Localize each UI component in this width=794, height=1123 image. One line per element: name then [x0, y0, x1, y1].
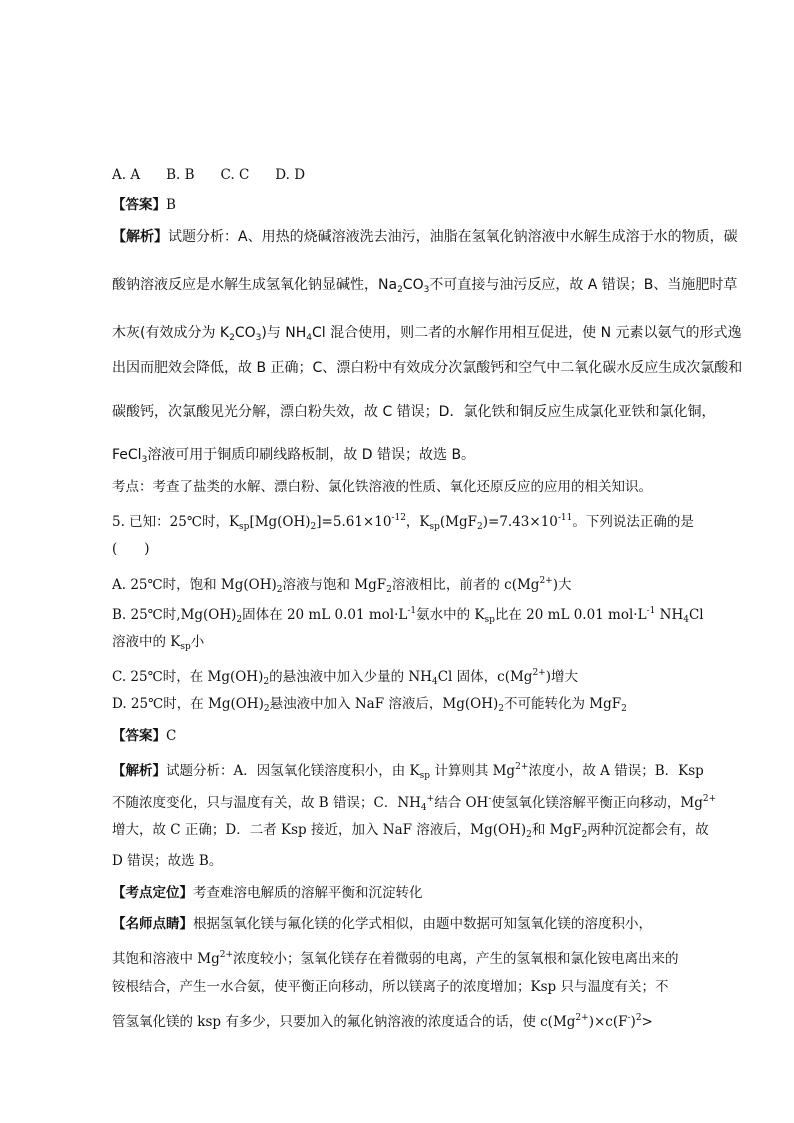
analysis-text: 酸钠溶液反应是水解生成氢氧化钠显碱性，Na — [112, 277, 398, 293]
subscript: 4 — [306, 333, 313, 343]
q5-analysis-line-3 — [112, 821, 709, 844]
option-text: Cl — [688, 607, 704, 623]
q4-option-c: C. C — [220, 167, 250, 183]
dianjing-tag: 【名师点睛】 — [112, 916, 193, 932]
option-text: B. 25℃时,Mg(OH) — [112, 607, 237, 623]
analysis-text: 增大，故 C 正确；D．二者 Ksp 接近，加入 NaF 溶液后，Mg(OH) — [112, 822, 527, 838]
q4-analysis-line-4 — [112, 359, 742, 377]
q4-analysis-line-5 — [112, 403, 715, 421]
stem-text: [Mg(OH) — [249, 514, 311, 530]
subscript: 2 — [229, 333, 235, 343]
q5-dianjing-line-4 — [112, 1009, 653, 1031]
option-text: 比在 20 mL 0.01 mol·L — [494, 607, 647, 623]
stem-text: ]=5.61×10 — [316, 514, 392, 530]
analysis-text: 结合 OH — [434, 795, 489, 811]
subscript: 4 — [420, 803, 427, 813]
superscript: - — [627, 1013, 631, 1023]
q5-option-b-cont — [112, 633, 204, 656]
q5-analysis-line-1 — [112, 758, 704, 785]
q4-answer — [112, 196, 176, 214]
stem-text: )=7.43×10 — [482, 514, 558, 530]
option-text: D. 25℃时，在 Mg(OH) — [112, 696, 264, 712]
option-text: 的悬浊液中加入少量的 NH — [269, 669, 432, 685]
answer-value: C — [166, 728, 177, 744]
stem-text: 5. 已知：25℃时，K — [112, 514, 240, 530]
dianjing-text: 管氢氧化镁的 ksp 有多少，只要加入的氟化钠溶液的浓度适合的话，使 c(Mg — [112, 1014, 576, 1030]
subscript: 2 — [236, 615, 243, 625]
option-text: Cl 固体，c(Mg — [437, 669, 533, 685]
superscript: -1 — [646, 606, 656, 616]
option-text: A. 25℃时，饱和 Mg(OH) — [112, 577, 277, 593]
subscript: 2 — [621, 704, 627, 714]
analysis-text: Cl 混合使用，则二者的水解作用相互促进，使 N 元素以氨气的形式逸 — [312, 325, 742, 341]
answer-tag: 【答案】 — [112, 197, 166, 213]
q5-dianjing-line-3: 铵根结合，产生一水合氨，使平衡正向移动，所以镁离子的浓度增加；Ksp 只与温度有关；不 — [112, 979, 669, 995]
q4-option-b: B. B — [166, 167, 195, 183]
q5-paren: ( ) — [112, 541, 150, 557]
q5-option-c — [112, 664, 578, 691]
subscript: 2 — [263, 704, 270, 714]
analysis-text: FeCl — [112, 447, 142, 463]
option-text: C. 25℃时，在 Mg(OH) — [112, 669, 264, 685]
dianjing-text: )×c(F — [588, 1014, 628, 1030]
analysis-text: 试题分析：A．因氢氧化镁溶度积小，由 K — [166, 763, 420, 779]
q5-option-a — [112, 572, 572, 599]
subscript: sp — [239, 522, 250, 532]
analysis-text: 计算则其 Mg — [430, 763, 516, 779]
option-text: )增大 — [545, 669, 578, 685]
q4-analysis-line-3 — [112, 324, 742, 347]
subscript: sp — [419, 771, 431, 781]
q5-option-d — [112, 695, 627, 718]
subscript: 2 — [477, 522, 483, 532]
analysis-tag: 【解析】 — [112, 763, 166, 779]
option-text: 小 — [190, 634, 205, 650]
subscript: 2 — [263, 677, 270, 687]
q4-analysis-line-6 — [112, 446, 475, 469]
option-text: 固体在 20 mL 0.01 mol·L — [242, 607, 408, 623]
superscript: 2 — [635, 1013, 642, 1023]
analysis-text: CO — [402, 277, 424, 293]
option-text: 溶液相比，前者的 c(Mg — [391, 577, 540, 593]
q5-option-b — [112, 602, 704, 629]
dianjing-text: 其饱和溶液中 Mg — [112, 951, 220, 967]
q4-option-a: A. A — [112, 167, 141, 183]
superscript: -11 — [557, 513, 573, 523]
dianjing-text: 浓度较小；氢氧化镁存在着微弱的电离，产生的氢氧根和氯化铵电离出来的 — [233, 951, 679, 967]
dianjing-text: ) — [630, 1014, 636, 1030]
subscript: 2 — [498, 704, 504, 714]
analysis-tag: 【解析】 — [112, 229, 168, 245]
q5-stem — [112, 509, 694, 536]
analysis-text: )与 NH — [261, 325, 307, 341]
subscript: 2 — [386, 585, 392, 595]
superscript: 2+ — [575, 1013, 589, 1023]
analysis-text: 溶液可用于铜质印刷线路板制，故 D 错误；故选 B。 — [147, 447, 476, 463]
superscript: 2+ — [219, 950, 234, 960]
subscript: 2 — [310, 522, 317, 532]
dianjing-text: 根据氢氧化镁与氟化镁的化学式相似，由题中数据可知氢氧化镁的溶度积小， — [193, 916, 652, 932]
subscript: sp — [484, 615, 495, 625]
analysis-text: 木灰(有效成分为 K — [112, 325, 230, 341]
subscript: 3 — [141, 455, 148, 465]
analysis-text: 浓度小，故 A 错误；B．Ksp — [528, 763, 704, 779]
option-text: 不可能转化为 MgF — [503, 696, 622, 712]
q5-dianjing-line-1 — [112, 915, 652, 933]
analysis-text: 和 MgF — [531, 822, 582, 838]
superscript: 2+ — [702, 794, 717, 804]
subscript: 2 — [276, 585, 283, 595]
option-text: 氨水中的 K — [416, 607, 485, 623]
q5-dianjing-line-2 — [112, 946, 679, 968]
subscript: sp — [180, 642, 191, 652]
analysis-text: 不可直接与油污反应，故 A 错误；B、当施肥时草 — [429, 277, 738, 293]
dianjing-text: > — [641, 1014, 653, 1030]
superscript: + — [426, 794, 435, 804]
subscript: 2 — [397, 285, 403, 295]
subscript: 4 — [431, 677, 438, 687]
kaodian-tag: 【考点定位】 — [112, 885, 193, 901]
answer-value: B — [166, 197, 176, 213]
q4-option-d: D. D — [275, 167, 306, 183]
superscript: -1 — [407, 606, 417, 616]
superscript: 2+ — [515, 762, 529, 772]
option-text: 溶液中的 K — [112, 634, 181, 650]
q4-kaodian: 考点：考查了盐类的水解、漂白粉、氯化铁溶液的性质、氧化还原反应的应用的相关知识。 — [112, 479, 652, 495]
superscript: -12 — [391, 513, 406, 523]
analysis-text: 不随浓度变化，只与温度有关，故 B 错误；C．NH — [112, 795, 421, 811]
analysis-text: 试题分析：A、用热的烧碱溶液洗去油污，油脂在氢氧化钠溶液中水解生成溶于水的物质，碳 — [168, 229, 738, 245]
answer-tag: 【答案】 — [112, 728, 166, 744]
option-text: 溶液与饱和 MgF — [282, 577, 387, 593]
q4-analysis-line-1 — [112, 228, 738, 246]
analysis-text: CO — [234, 325, 256, 341]
option-text: 悬浊液中加入 NaF 溶液后，Mg(OH) — [269, 696, 499, 712]
kaodian-text: 考查难溶电解质的溶解平衡和沉淀转化 — [193, 885, 423, 901]
q4-options — [112, 166, 331, 184]
stem-text: (MgF — [439, 514, 478, 530]
analysis-text: 出因而肥效会降低，故 B 正确；C、漂白粉中有效成分次氯酸钙和空气中二氧化碳水反应生成次氯酸和 — [112, 360, 743, 376]
subscript: 2 — [526, 830, 532, 840]
analysis-text: 两种沉淀都会有，故 — [587, 822, 709, 838]
subscript: sp — [429, 522, 440, 532]
q5-analysis-line-2 — [112, 790, 716, 817]
analysis-text: 使氢氧化镁溶解平衡正向移动，Mg — [491, 795, 703, 811]
option-text: )大 — [552, 577, 572, 593]
q5-answer — [112, 727, 176, 745]
q5-analysis-line-4: D 错误；故选 B。 — [112, 853, 223, 869]
subscript: 2 — [581, 830, 588, 840]
superscript: 2+ — [532, 668, 546, 678]
analysis-text: 碳酸钙，次氯酸见光分解，漂白粉失效，故 C 错误；D．氯化铁和铜反应生成氯化亚铁和氯化铜， — [112, 404, 716, 420]
subscript: 3 — [423, 285, 430, 295]
q4-analysis-line-2 — [112, 276, 737, 299]
q5-kaodian — [112, 884, 423, 902]
stem-text: 。下列说法正确的是 — [572, 514, 694, 530]
superscript: 2+ — [539, 576, 553, 586]
subscript: 3 — [255, 333, 262, 343]
stem-text: ，K — [405, 514, 430, 530]
subscript: 4 — [683, 615, 689, 625]
superscript: - — [488, 794, 492, 804]
option-text: NH — [655, 607, 684, 623]
